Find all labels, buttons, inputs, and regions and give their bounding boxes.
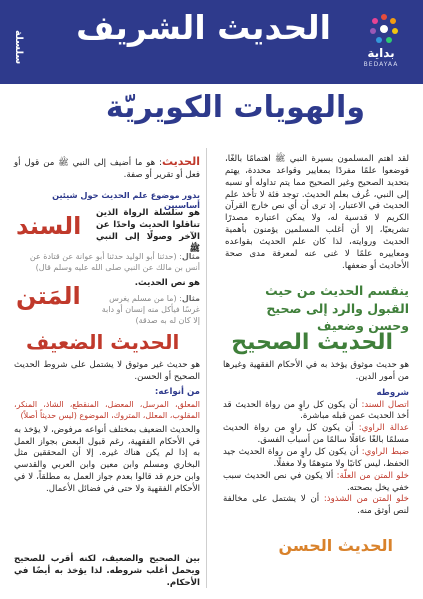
- sanad-example: [14, 252, 200, 274]
- page-subtitle: والهويات الكويريّة: [105, 90, 365, 125]
- subject-note: يدور موضوع علم الحديث حول شيئين أساسيين: [52, 190, 200, 210]
- condition-1-text: أن يكون كل راوٍ من رواة الحديث قد أخذ الحديث عمن قبله مباشرة.: [223, 399, 409, 422]
- condition-5-text: أن لا يشتمل على مخالفة لنص أوثق منه.: [223, 494, 409, 517]
- daeef-definition: هو حديث غير موثوق لا يشتمل على شروط الحديث الصحيح أو الحسن.: [14, 360, 200, 382]
- sahih-definition: هو حديث موثوق يؤخذ به في الأحكام الفقهية وغيرها من أمور الدين.: [223, 360, 409, 382]
- matn-example-text: : (ما من مسلم يغرس غرسًا فيأكل منه إنسان أو دابة إلا كان له به صدقة): [101, 294, 200, 325]
- condition-3-text: أن يكون كل راوٍ من رواة الحديث جيد الحفظ، ليس كاتبًا ولا متوهمًا ولا مغفلًا.: [223, 447, 409, 469]
- types-list: المعلق، المرسل، المعضل، المنقطع، الشاذ، المنكر، المقلوب، المعلل، المتروك، الموضوع (ليس حديثاً أصلاً): [14, 399, 200, 420]
- series-label-box: [8, 14, 34, 70]
- hasan-title: الحديث الحسن: [278, 536, 393, 555]
- series-label: سلسلة: [13, 29, 24, 64]
- condition-4-text: ألا يكون في نص الحديث سبب خفي يخل بصحته.: [223, 470, 409, 493]
- daeef-section: [14, 360, 200, 496]
- hasan-note: بين الصحيح والضعيف، لكنه أقرب للصحيح ويحمل أغلب شروطه. لذا يؤخذ به أيضًا في الأحكام.: [14, 554, 200, 588]
- page-title: الحديث الشريف: [76, 8, 331, 47]
- hadith-definition: [14, 154, 200, 182]
- matn-description: هو نص الحديث.: [134, 278, 200, 288]
- condition-4: [223, 471, 409, 495]
- condition-1: [223, 400, 409, 424]
- matn-example: [96, 294, 200, 326]
- intro-paragraph: [225, 154, 409, 273]
- condition-5: [223, 494, 409, 518]
- sahih-title: الحديث الصحيح: [231, 330, 393, 355]
- condition-2-text: أن يكون كل راوٍ من رواة الحديث مسلمًا بالغًا عاقلًا سالمًا من أسباب الفسق.: [223, 423, 409, 446]
- daeef-body: والحديث الضعيف بمختلف أنواعه مرفوض، لا يؤخذ به في الأحكام الفقهية، رغم قبول البعض بجواز العمل به إذا لم يكن هناك غيره. إلا أن المحققين مثل البخاري ومسلم وابن معين وابن العربي والقدسي وابن حزم قد قالوا بعدم جواز العمل به مطلقاً، لا في الأحكام الفقهية ولا حتى في فضائل الأعمال.: [14, 424, 200, 494]
- hadith-term: الحديث: [162, 155, 200, 168]
- sanad-example-text: : (حدثنا أبو الوليد حدثنا أبو عوانة عن قتادة عن أنس بن مالك عن النبي صلى الله عليه وسلم قال): [29, 252, 200, 272]
- column-divider: [206, 148, 207, 588]
- conditions-label: شروطه: [376, 387, 409, 398]
- sahih-section: [223, 360, 409, 518]
- condition-2-label: عدالة الراوي:: [358, 423, 409, 434]
- condition-5-label: خلو المتن من الشذوذ:: [323, 494, 409, 505]
- sanad-title: السند: [16, 212, 82, 240]
- logo-english-text: BEDAYAA: [363, 61, 399, 68]
- condition-3: [223, 447, 409, 471]
- condition-3-label: ضبط الراوي:: [361, 447, 410, 458]
- daeef-title: الحديث الضعيف: [26, 330, 180, 354]
- matn-title: المَتن: [16, 282, 81, 310]
- bedayaa-logo: [343, 12, 411, 68]
- types-label: من أنواعه:: [154, 386, 200, 397]
- logo-ring-icon: [361, 12, 407, 46]
- intro-text: لقد اهتم المسلمون بسيرة النبي ﷺ اهتمامًا بالغًا، فوضعوا علمًا مفردًا بمعايير وقواعد محددة، يهتم بتحديد الصحيح وغير الصحيح مما يتم تداوله أو نسبه إلى النبي، عُرف بعلم الحديث. توجد فئة لا تأخذ علم الحديث في الاعتبار، إذ ترى أن أي نص خارج القرآن الكريم لا قدسية له، ولا يمكن اعتباره مصدرًا تشريعيًا، إلا أن أغلب المسلمين يؤمنون بأهمية الحديث وروايته، لذا كان علم الحديث بقواعده ومعاييره علمًا لا غنى عنه لمعرفة مدى صحة الأحاديث أو ضعفها.: [225, 154, 409, 271]
- division-heading: ينقسم الحديث من حيث القبول والرد إلى صحيح وحسن وضعيف: [265, 283, 409, 333]
- matn-example-label: مثال: [181, 294, 200, 303]
- condition-4-label: خلو المتن من العلّة:: [336, 470, 409, 481]
- sanad-example-label: مثال: [181, 252, 200, 261]
- condition-1-label: اتصال السند:: [361, 399, 410, 410]
- logo-arabic-text: بداية: [367, 46, 395, 60]
- sanad-description: هو سلسلة الرواة الذين تناقلوا الحديث واحدًا عن الآخر وصولًا إلى النبي ﷺ: [96, 208, 200, 254]
- hadith-definition-text: : هو ما أضيف إلى النبي ﷺ من قول أو فعل أو تقرير أو صفة.: [14, 158, 200, 180]
- condition-2: [223, 423, 409, 447]
